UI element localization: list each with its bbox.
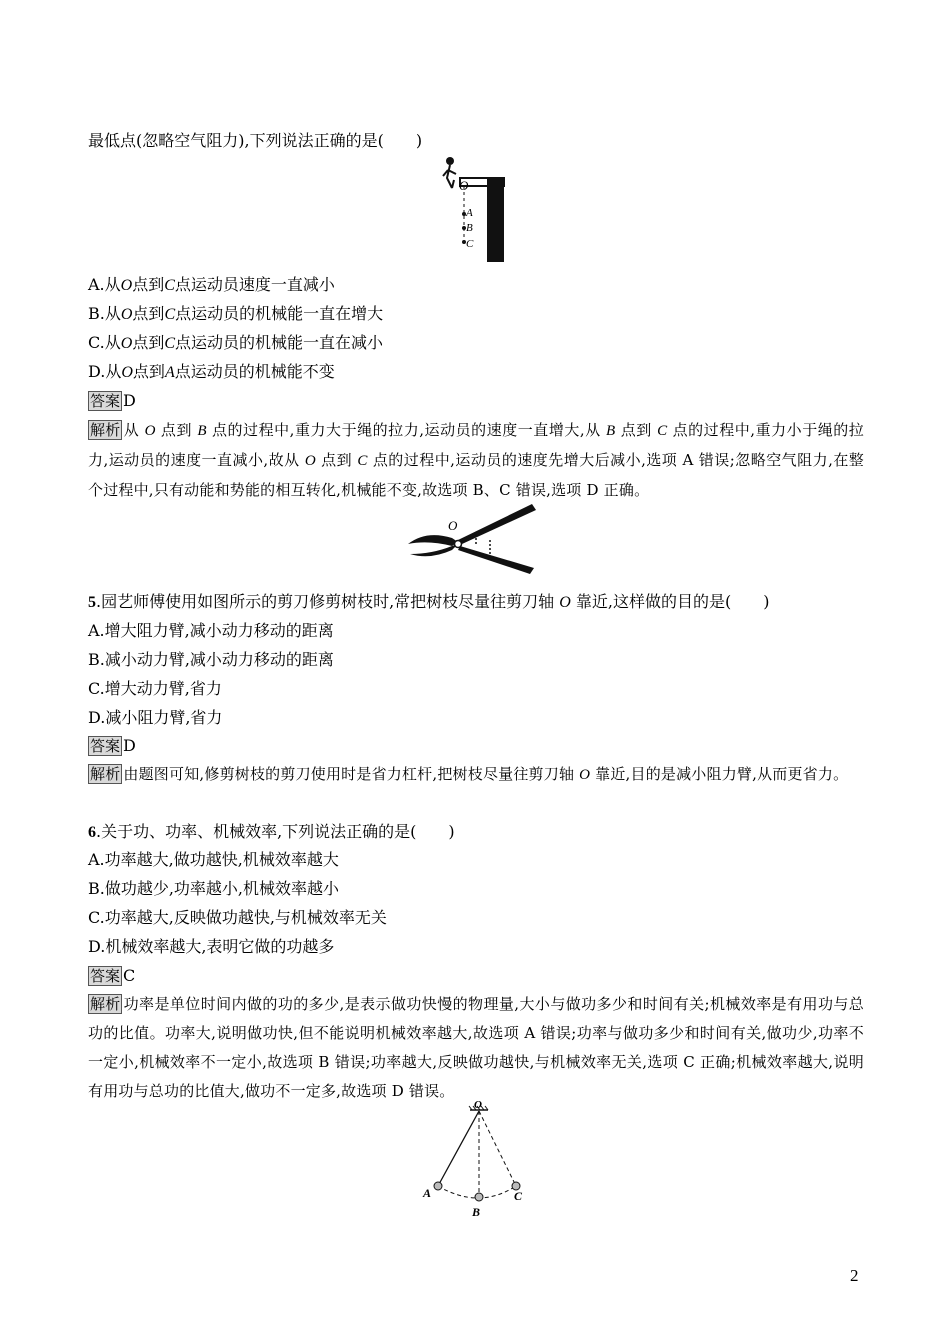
bob-a <box>434 1182 442 1190</box>
fig-label-c: C <box>466 238 474 250</box>
fig-label-o: O <box>459 178 469 193</box>
explanation-tag: 解析 <box>90 421 121 439</box>
q5-option-c: C.增大动力臂,省力 <box>88 679 222 698</box>
q6-option-a: A.功率越大,做功越快,机械效率越大 <box>88 850 339 869</box>
label-a: A <box>423 1186 432 1200</box>
answer-tag: 答案 <box>90 967 121 985</box>
fig-label-o: O <box>448 518 458 533</box>
answer-tag: 答案 <box>90 737 121 755</box>
q5-stem: 5.园艺师傅使用如图所示的剪刀修剪树枝时,常把树枝尽量往剪刀轴 O 靠近,这样做的目的是( ) <box>88 592 770 611</box>
q6-option-d: D.机械效率越大,表明它做的功越多 <box>88 937 335 956</box>
answer-value: D <box>123 736 136 755</box>
upper-handle <box>458 504 536 544</box>
jumper-body <box>443 165 456 188</box>
q5-explanation: 解析 由题图可知,修剪树枝的剪刀使用时是省力杠杆,把树枝尽量往剪刀轴 O 靠近,目的是减小阻力臂,从而更省力。 <box>90 765 849 783</box>
q4-option-b: B.从O点到C点运动员的机械能一直在增大 <box>88 304 384 323</box>
q4-option-c: C.从O点到C点运动员的机械能一直在减小 <box>88 333 384 352</box>
q5-option-b: B.减小动力臂,减小动力移动的距离 <box>88 650 334 669</box>
shears-figure <box>406 500 542 576</box>
fig-label-b: B <box>466 222 473 234</box>
lower-handle <box>458 546 534 574</box>
q4-explanation: 解析 从 O 点到 B 点的过程中,重力大于绳的拉力,运动员的速度一直增大,从 B 点到 C 点的过程中,重力小于绳的拉力,运动员的速度一直减小,故从 O 点到 C 点的过程中,运动员的速度先增大后减小,选项 A 错误;忽略空气阻力,在整个过程中,只有动能和势能的相互转化,机械能不变,故选项 B、C 错误,选项 D 正确。 <box>88 421 865 499</box>
q6-explanation: 解析 功率是单位时间内做的功的多少,是表示做功快慢的物理量,大小与做功多少和时间有关;机械效率是有用功与总功的比值。功率大,说明做功快,但不能说明机械效率越大,故选项 A 错误;功率与做功多少和时间有关,做功少,功率不一定小,机械效率不一定小,故选项 B 错误;功率越大,反映做功越快,与机械效率无关,选项 C 正确;机械效率越大,说明有用功与总功的比值大,做功不一定多,故选项 D 错误。 <box>88 995 864 1100</box>
q5-option-d: D.减小阻力臂,省力 <box>88 708 223 727</box>
platform-column <box>487 178 504 262</box>
upper-blade <box>408 535 458 546</box>
q6-option-c: C.功率越大,反映做功越快,与机械效率无关 <box>88 908 387 927</box>
q6-answer <box>88 966 135 986</box>
q4-answer <box>88 391 136 411</box>
page-number: 2 <box>850 1266 859 1285</box>
q4-stem: 最低点(忽略空气阻力),下列说法正确的是( ) <box>88 131 423 150</box>
pivot <box>455 541 462 548</box>
label-c: C <box>514 1189 523 1203</box>
bungee-figure <box>440 152 510 264</box>
fig-label-a: A <box>466 207 473 219</box>
q5-option-a: A.增大阻力臂,减小动力移动的距离 <box>88 621 334 640</box>
label-o: O <box>474 1100 482 1111</box>
pendulum-figure <box>418 1100 538 1220</box>
lower-blade <box>410 544 458 556</box>
q4-option-d: D.从O点到A点运动员的机械能不变 <box>88 362 335 381</box>
answer-value: C <box>123 966 136 985</box>
q5-answer <box>88 736 136 756</box>
string-a <box>438 1111 479 1186</box>
answer-value: D <box>123 391 136 410</box>
explanation-tag: 解析 <box>90 765 121 783</box>
label-b: B <box>472 1205 481 1219</box>
q6-option-b: B.做功越少,功率越小,机械效率越小 <box>88 879 340 898</box>
answer-tag: 答案 <box>90 392 121 410</box>
jumper-head <box>446 157 454 165</box>
explanation-tag: 解析 <box>90 995 121 1013</box>
q4-option-a: A.从O点到C点运动员速度一直减小 <box>88 275 335 294</box>
bob-b <box>475 1193 483 1201</box>
q6-stem: 6.关于功、功率、机械效率,下列说法正确的是( ) <box>88 822 455 841</box>
